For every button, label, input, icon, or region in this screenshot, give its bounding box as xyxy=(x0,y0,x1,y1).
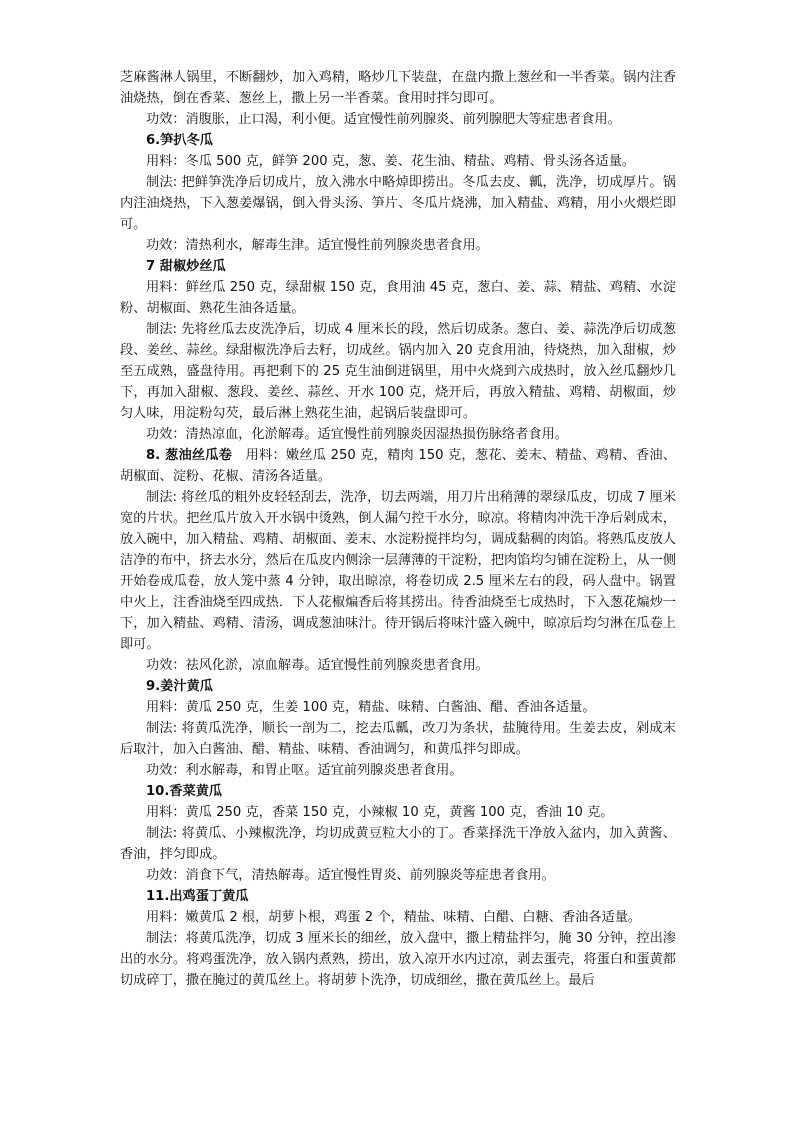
recipe-effect: 功效：清热利水，解毒生津。适宜慢性前列腺炎患者食用。 xyxy=(146,238,489,253)
paragraph-continuation: 芝麻酱淋人锅里，不断翻炒，加入鸡精，略炒几下装盘，在盘内撒上葱丝和一半香菜。锅内注香油烧热，倒在香菜、葱丝上，撒上另一半香菜。食用时拌匀即可。 xyxy=(120,70,676,106)
paragraph-effect: 功效：消腹胀，止口渴，利小便。适宜慢性前列腺炎、前列腺肥大等症患者食用。 xyxy=(146,112,621,127)
recipe-method: 制法: 将黄瓜、小辣椒洗净，均切成黄豆粒大小的丁。香菜择洗干净放入盆内，加入黄酱、香油，拌匀即成。 xyxy=(120,826,676,862)
recipe-title: 10.香菜黄瓜 xyxy=(146,784,223,799)
recipe-title: 6.笋扒冬瓜 xyxy=(146,133,213,148)
recipe-effect: 功效：祛风化淤，凉血解毒。适宜慢性前列腺炎患者食用。 xyxy=(146,658,489,673)
recipe-method: 制法: 将黄瓜洗净，顺长一剖为二，挖去瓜瓤，改刀为条状，盐腌待用。生姜去皮，剁成末后取汁，加入白酱油、醋、精盐、味精、香油调匀，和黄瓜拌匀即成。 xyxy=(120,721,676,757)
recipe-ingredients: 用料：黄瓜 250 克，生姜 100 克，精盐、味精、白酱油、醋、香油各适量。 xyxy=(146,700,596,715)
recipe-ingredients: 用料：鲜丝瓜 250 克，绿甜椒 150 克，食用油 45 克，葱白、姜、蒜、精盐、鸡精、水淀粉、胡椒面、熟花生油各适量。 xyxy=(120,280,676,316)
recipe-ingredients: 用料：黄瓜 250 克，香菜 150 克，小辣椒 10 克，黄酱 100 克，香油 10 克。 xyxy=(146,805,614,820)
recipe-method: 制法: 先将丝瓜去皮洗净后，切成 4 厘米长的段，然后切成条。葱白、姜、蒜洗净后切成葱段、姜丝、蒜丝。绿甜椒洗净后去籽，切成丝。锅内加入 20 克食用油，待烧热，加入甜椒，炒至五成熟，盛盘待用。再把剩下的 25 克生油倒进锅里，用中火烧到六成热时，放入丝瓜翻炒几下，再加入甜椒、葱段、姜丝、蒜丝、开水 100 克，烧开后，再放入精盐、鸡精、胡椒面，炒匀人味，用淀粉勾芡，最后淋上熟花生油，起锅后装盘即可。 xyxy=(120,322,676,421)
recipe-title: 9.姜汁黄瓜 xyxy=(146,679,213,694)
recipe-effect: 功效：清热凉血，化淤解毒。适宜慢性前列腺炎因湿热损伤脉络者食用。 xyxy=(146,427,568,442)
recipe-method: 制法: 把鲜笋洗净后切成片，放入沸水中略焯即捞出。冬瓜去皮、瓤，洗净，切成厚片。锅内注油烧热，下入葱姜爆锅，倒入骨头汤、笋片、冬瓜片烧沸，加入精盐、鸡精，用小火煨烂即可。 xyxy=(120,175,676,232)
recipe-title-line xyxy=(120,445,676,487)
recipe-title: 7 甜椒炒丝瓜 xyxy=(146,259,226,274)
document-page xyxy=(120,67,676,991)
recipe-method: 制法：将黄瓜洗净，切成 3 厘米长的细丝，放入盘中，撒上精盐拌匀，腌 30 分钟，控出渗出的水分。将鸡蛋洗净，放入锅内煮熟，捞出，放入凉开水内过凉，剥去蛋壳，将蛋白和蛋黄都切成碎丁，撒在腌过的黄瓜丝上。将胡萝卜洗净，切成细丝，撒在黄瓜丝上。最后 xyxy=(120,931,676,988)
recipe-title: 8. 葱油丝瓜卷 xyxy=(146,448,233,463)
recipe-effect: 功效：利水解毒，和胃止呕。适宜前列腺炎患者食用。 xyxy=(146,763,463,778)
recipe-effect: 功效：消食下气，清热解毒。适宜慢性胃炎、前列腺炎等症患者食用。 xyxy=(146,868,555,883)
recipe-ingredients: 用料：冬瓜 500 克，鲜笋 200 克，葱、姜、花生油、精盐、鸡精、骨头汤各适量。 xyxy=(146,154,636,169)
recipe-ingredients: 用料：嫩丝瓜 250 克，精肉 150 克，葱花、姜末、精盐、鸡精、香油、胡椒面、淀粉、花椒、清汤各适量。 xyxy=(120,448,677,484)
recipe-ingredients: 用料：嫩黄瓜 2 根，胡萝卜根，鸡蛋 2 个，精盐、味精、白醋、白糖、香油各适量。 xyxy=(146,910,642,925)
recipe-method: 制法: 将丝瓜的粗外皮轻轻刮去，洗净，切去两端，用刀片出稍薄的翠绿瓜皮，切成 7 厘米宽的片状。把丝瓜片放入开水锅中烫熟，倒人漏勺控干水分，晾凉。将精肉冲洗干净后剁成末，放入碗中，加入精盐、鸡精、胡椒面、姜末、水淀粉搅拌均匀，调成黏稠的肉馅。将熟瓜皮放人洁净的布中，挤去水分，然后在瓜皮内侧涂一层薄薄的干淀粉，把肉馅均匀铺在淀粉上，从一侧开始卷成瓜卷，放人笼中蒸 4 分钟，取出晾凉，将卷切成 2.5 厘米左右的段，码人盘中。锅置中火上，注香油烧至四成热．下人花椒煸香后将其捞出。待香油烧至七成热时，下入葱花煸炒一下，加入精盐、鸡精、清汤，调成葱油味汁。待开锅后将味汁盛入碗中，晾凉后均匀淋在瓜卷上即可。 xyxy=(120,490,676,652)
recipe-title: 11.出鸡蛋丁黄瓜 xyxy=(146,889,249,904)
